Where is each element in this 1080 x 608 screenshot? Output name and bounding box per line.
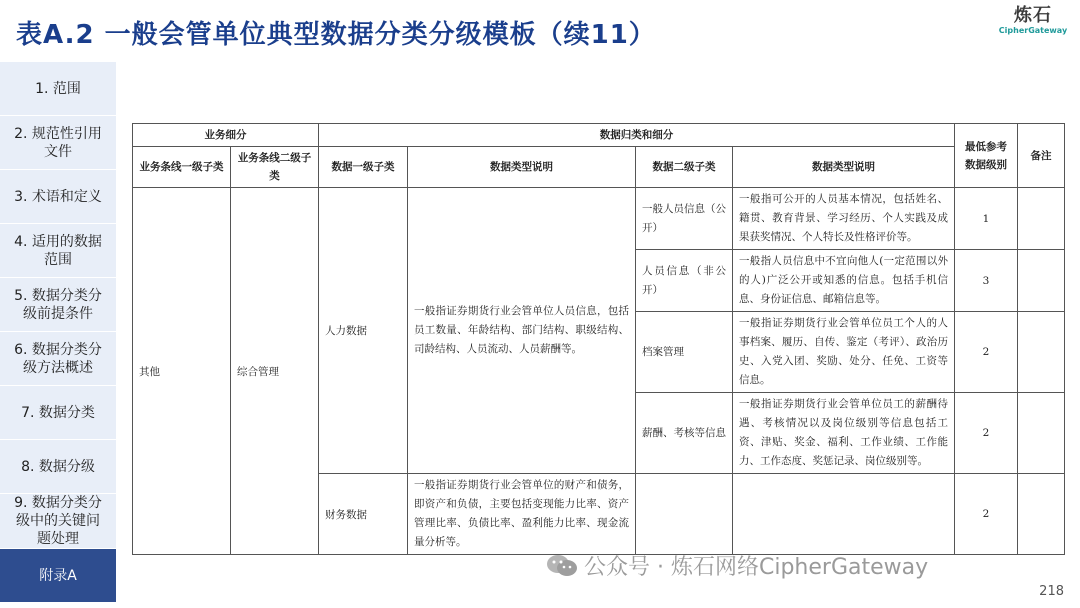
cell-data-l2-desc: 一般指证券期货行业会管单位员工的薪酬待遇、考核情况以及岗位级别等信息包括工资、津贴、奖金、福利、工作业绩、工作能力、工作态度、奖惩记录、岗位级别等。 bbox=[733, 393, 955, 474]
sidebar-item-data-scope[interactable] bbox=[0, 224, 116, 278]
cell-remark bbox=[1018, 188, 1065, 250]
sidebar-item-appendix-a[interactable] bbox=[0, 549, 116, 603]
header-biz-l2: 业务条线二级子类 bbox=[231, 147, 319, 188]
cell-data-l1: 人力数据 bbox=[319, 188, 408, 474]
sidebar-item-label: 附录A bbox=[39, 567, 77, 584]
header-data-l2: 数据二级子类 bbox=[636, 147, 733, 188]
sidebar-item-terms[interactable] bbox=[0, 170, 116, 224]
cell-biz-l2: 综合管理 bbox=[231, 188, 319, 555]
sidebar-item-label: 5. 数据分类分级前提条件 bbox=[14, 287, 102, 322]
header-data-category: 数据归类和细分 bbox=[319, 124, 955, 147]
cell-remark bbox=[1018, 474, 1065, 555]
sidebar-item-label: 6. 数据分类分级方法概述 bbox=[14, 341, 102, 376]
logo-en-text: CipherGateway bbox=[998, 26, 1068, 35]
header-remark: 备注 bbox=[1018, 124, 1065, 188]
cell-data-l2-desc: 一般指可公开的人员基本情况，包括姓名、籍贯、教育背景、学习经历、个人实践及成果获奖情况、个人特长及性格评价等。 bbox=[733, 188, 955, 250]
page-number: 218 bbox=[1039, 584, 1064, 599]
sidebar-item-preconditions[interactable] bbox=[0, 278, 116, 332]
classification-table bbox=[132, 123, 1065, 555]
header-data-desc-1: 数据类型说明 bbox=[408, 147, 636, 188]
sidebar-item-label: 9. 数据分类分级中的关键问题处理 bbox=[14, 495, 102, 547]
header-biz-l1: 业务条线一级子类 bbox=[133, 147, 231, 188]
cell-data-desc: 一般指证券期货行业会管单位人员信息，包括员工数量、年龄结构、部门结构、职级结构、司龄结构、人员流动、人员薪酬等。 bbox=[408, 188, 636, 474]
header-data-l1: 数据一级子类 bbox=[319, 147, 408, 188]
sidebar-item-grading[interactable] bbox=[0, 440, 116, 494]
cell-min-level: 2 bbox=[955, 393, 1018, 474]
sidebar-item-method-overview[interactable] bbox=[0, 332, 116, 386]
cell-data-l2-desc bbox=[733, 474, 955, 555]
watermark-text: 公众号 · 炼石网络CipherGateway bbox=[584, 555, 929, 580]
logo-cn-text: 炼石 bbox=[1014, 5, 1052, 26]
watermark bbox=[546, 550, 928, 581]
cell-data-l2: 人员信息（非公开） bbox=[636, 250, 733, 312]
cell-data-l2-desc: 一般指证券期货行业会管单位员工个人的人事档案、履历、自传、鉴定（考评）、政治历史、入党入团、奖励、处分、任免、工资等信息。 bbox=[733, 312, 955, 393]
page-title: 表A.2 一般会管单位典型数据分类分级模板（续11） bbox=[16, 20, 656, 50]
sidebar-item-label: 8. 数据分级 bbox=[21, 458, 95, 475]
cell-remark bbox=[1018, 312, 1065, 393]
wechat-icon bbox=[546, 554, 578, 578]
template-table-container bbox=[132, 123, 1064, 555]
sidebar-item-label: 4. 适用的数据范围 bbox=[14, 233, 102, 268]
cell-data-l2: 薪酬、考核等信息 bbox=[636, 393, 733, 474]
cell-biz-l1: 其他 bbox=[133, 188, 231, 555]
cell-data-l2 bbox=[636, 474, 733, 555]
sidebar-item-label: 2. 规范性引用文件 bbox=[14, 125, 102, 160]
cell-min-level: 2 bbox=[955, 474, 1018, 555]
sidebar-item-label: 1. 范围 bbox=[35, 80, 81, 97]
sidebar-nav bbox=[0, 62, 116, 603]
sidebar-item-scope[interactable] bbox=[0, 62, 116, 116]
table-row bbox=[133, 188, 1065, 250]
sidebar-item-normative-references[interactable] bbox=[0, 116, 116, 170]
sidebar-item-key-issues[interactable] bbox=[0, 494, 116, 549]
sidebar-item-label: 7. 数据分类 bbox=[21, 404, 95, 421]
header-min-level: 最低参考数据级别 bbox=[955, 124, 1018, 188]
cell-data-l2: 一般人员信息（公开） bbox=[636, 188, 733, 250]
cell-data-desc: 一般指证券期货行业会管单位的财产和债务，即资产和负债，主要包括变现能力比率、资产管理比率、负债比率、盈利能力比率、现金流量分析等。 bbox=[408, 474, 636, 555]
cell-data-l2-desc: 一般指人员信息中不宜向他人(一定范围以外的人)广泛公开或知悉的信息。包括手机信息、身份证信息、邮箱信息等。 bbox=[733, 250, 955, 312]
cell-remark bbox=[1018, 250, 1065, 312]
cell-min-level: 1 bbox=[955, 188, 1018, 250]
brand-logo bbox=[998, 6, 1068, 36]
header-data-desc-2: 数据类型说明 bbox=[733, 147, 955, 188]
cell-min-level: 3 bbox=[955, 250, 1018, 312]
cell-data-l2: 档案管理 bbox=[636, 312, 733, 393]
header-business-detail: 业务细分 bbox=[133, 124, 319, 147]
cell-min-level: 2 bbox=[955, 312, 1018, 393]
sidebar-item-classification[interactable] bbox=[0, 386, 116, 440]
cell-remark bbox=[1018, 393, 1065, 474]
cell-data-l1: 财务数据 bbox=[319, 474, 408, 555]
sidebar-item-label: 3. 术语和定义 bbox=[14, 188, 102, 205]
